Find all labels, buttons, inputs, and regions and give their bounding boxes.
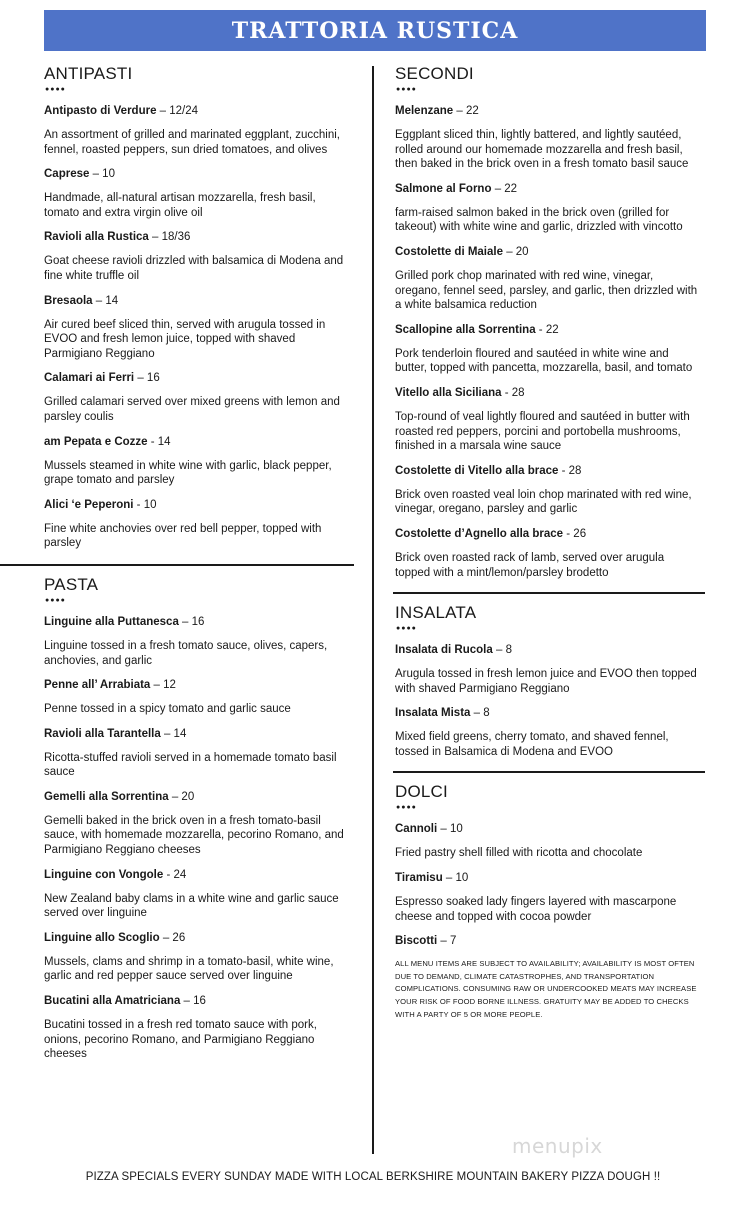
header-banner xyxy=(44,10,706,51)
item-name: Ravioli alla Rustica xyxy=(44,231,149,244)
item-heading xyxy=(395,245,699,260)
menu-section-secondi xyxy=(395,64,699,580)
item-price: - 28 xyxy=(558,464,582,477)
menu-item xyxy=(395,323,699,376)
menu-item xyxy=(395,706,699,759)
item-name: Calamari ai Ferri xyxy=(44,372,135,385)
menu-item xyxy=(395,871,699,924)
item-name: Caprese xyxy=(44,168,90,181)
menu-item xyxy=(395,822,699,861)
item-price: - 22 xyxy=(535,323,559,336)
item-description: Arugula tossed in fresh lemon juice and EVOO then topped with shaved Parmigiano Reggiano xyxy=(395,668,697,695)
item-heading xyxy=(395,527,699,542)
item-name: Tiramisu xyxy=(395,872,443,885)
item-price: – 7 xyxy=(437,935,457,948)
item-price: – 16 xyxy=(180,995,206,1008)
item-name: Costolette di Vitello alla brace xyxy=(395,464,559,477)
item-name: Cannoli xyxy=(395,823,438,836)
item-name: Linguine allo Scoglio xyxy=(44,931,160,944)
menu-item xyxy=(44,615,352,668)
item-price: – 8 xyxy=(492,644,512,657)
menu-item xyxy=(395,104,699,172)
item-name: Bucatini alla Amatriciana xyxy=(44,995,181,1008)
section-title: INSALATA xyxy=(395,603,477,623)
item-heading xyxy=(44,931,352,946)
section-divider xyxy=(393,592,705,594)
item-heading xyxy=(395,934,699,949)
watermark: menupix xyxy=(512,1134,603,1158)
item-description: Grilled calamari served over mixed greens with lemon and parsley coulis xyxy=(44,396,340,423)
item-price: – 10 xyxy=(89,168,115,181)
item-description: Gemelli baked in the brick oven in a fresh tomato-basil sauce, with homemade mozzarella, pecorino Romano, and Parmigiano Reggiano cheeses xyxy=(44,814,344,857)
menu-item xyxy=(395,245,699,313)
section-dots: ●●●● xyxy=(396,625,417,633)
item-name: Scallopine alla Sorrentina xyxy=(395,323,536,336)
item-description: Penne tossed in a spicy tomato and garlic sauce xyxy=(44,703,291,716)
section-dots: ●●●● xyxy=(45,86,66,93)
section-title: DOLCI xyxy=(395,782,448,802)
menu-item xyxy=(395,527,699,580)
menu-item xyxy=(44,931,352,984)
item-name: Costolette di Maiale xyxy=(395,245,503,258)
item-heading xyxy=(395,871,699,886)
item-price: – 26 xyxy=(159,931,186,944)
item-price: - 24 xyxy=(163,868,187,881)
item-name: Linguine alla Puttanesca xyxy=(44,615,179,628)
item-price: - 10 xyxy=(133,498,157,511)
section-title: SECONDI xyxy=(395,64,474,83)
item-heading xyxy=(44,868,352,883)
item-name: Linguine con Vongole xyxy=(44,868,164,881)
menu-item xyxy=(44,678,352,717)
menu-section-dolci xyxy=(395,771,699,1021)
item-heading xyxy=(44,994,352,1009)
item-heading xyxy=(44,230,352,245)
item-price: - 28 xyxy=(501,386,525,399)
item-description: Pork tenderloin floured and sautéed in white wine and butter, topped with pancetta, mozzarella, basil, and tomato xyxy=(395,347,693,375)
menu-item xyxy=(44,104,352,157)
menu-item xyxy=(395,643,699,696)
item-description: Grilled pork chop marinated with red wine, vinegar, oregano, fennel seed, parsley, and garlic, then drizzled with a white balsamica reduction xyxy=(395,269,698,312)
item-price: – 8 xyxy=(470,707,490,720)
item-name: am Pepata e Cozze xyxy=(44,435,148,448)
item-price: – 20 xyxy=(503,245,529,258)
item-price: - 26 xyxy=(563,527,587,540)
menu-section-pasta xyxy=(44,564,352,1062)
item-heading xyxy=(395,643,699,658)
menu-item xyxy=(395,386,699,454)
section-title: PASTA xyxy=(44,574,99,594)
item-name: Insalata Mista xyxy=(395,707,471,720)
item-description: Espresso soaked lady fingers layered with mascarpone cheese and topped with cocoa powder xyxy=(395,896,677,923)
menu-item xyxy=(44,294,352,362)
item-heading xyxy=(44,294,352,309)
pizza-specials-footer: PIZZA SPECIALS EVERY SUNDAY MADE WITH LOCAL BERKSHIRE MOUNTAIN BAKERY PIZZA DOUGH !! xyxy=(85,1171,661,1183)
item-heading xyxy=(395,104,699,119)
item-price: – 14 xyxy=(160,727,187,740)
item-price: – 22 xyxy=(491,182,518,195)
menu-item xyxy=(44,435,352,488)
menu-item xyxy=(395,464,699,517)
item-heading xyxy=(395,706,699,721)
item-name: Insalata di Rucola xyxy=(395,644,493,657)
item-description: Bucatini tossed in a fresh red tomato sauce with pork, onions, pecorino Romano, and Parmigiano Reggiano cheeses xyxy=(44,1019,317,1061)
menu-item xyxy=(44,868,352,921)
item-price: – 10 xyxy=(437,823,463,836)
menu-item xyxy=(44,498,352,551)
section-dots: ●●●● xyxy=(396,804,417,812)
section-dots: ●●●● xyxy=(45,596,66,604)
menu-item xyxy=(44,167,352,220)
item-heading xyxy=(44,104,352,119)
item-name: Alici ‘e Peperoni xyxy=(44,498,134,511)
item-heading xyxy=(395,323,699,338)
left-column xyxy=(44,64,352,1074)
section-divider xyxy=(393,771,705,773)
item-heading xyxy=(44,498,352,513)
item-name: Vitello alla Siciliana xyxy=(395,386,502,399)
menu-item xyxy=(44,994,352,1062)
item-price: – 20 xyxy=(168,790,195,803)
item-heading xyxy=(395,822,699,837)
item-heading xyxy=(44,435,352,450)
item-name: Penne all’ Arrabiata xyxy=(44,679,151,692)
item-description: Fried pastry shell filled with ricotta and chocolate xyxy=(395,847,643,860)
item-description: New Zealand baby clams in a white wine and garlic sauce served over linguine xyxy=(44,892,339,920)
item-description: Mussels, clams and shrimp in a tomato-basil, white wine, garlic and red pepper sauce served over linguine xyxy=(44,955,334,983)
section-divider xyxy=(0,564,354,566)
menu-item xyxy=(395,934,699,949)
item-price: - 14 xyxy=(147,435,171,448)
item-price: – 18/36 xyxy=(148,231,191,244)
item-heading xyxy=(395,464,699,479)
item-heading xyxy=(44,371,352,386)
item-heading xyxy=(44,678,352,693)
item-price: – 14 xyxy=(92,294,119,307)
item-price: – 10 xyxy=(442,872,469,885)
item-price: – 22 xyxy=(453,105,479,117)
item-heading xyxy=(395,182,699,197)
item-description: Goat cheese ravioli drizzled with balsamica di Modena and fine white truffle oil xyxy=(44,255,344,282)
section-dots: ●●●● xyxy=(396,86,417,93)
item-description: farm-raised salmon baked in the brick oven (grilled for takeout) with white wine and garlic, drizzled with vincotto xyxy=(395,206,683,234)
item-price: – 12/24 xyxy=(156,105,199,117)
menu-item xyxy=(44,727,352,780)
item-description: Ricotta-stuffed ravioli served in a homemade tomato basil sauce xyxy=(44,751,337,779)
item-description: Brick oven roasted rack of lamb, served over arugula topped with a mint/lemon/parsley brodetto xyxy=(395,551,665,579)
item-name: Costolette d’Agnello alla brace xyxy=(395,527,564,540)
restaurant-title: TRATTORIA RUSTICA xyxy=(231,17,519,44)
item-description: Eggplant sliced thin, lightly battered, and lightly sautéed, rolled around our homemade mozzarella and fresh basil, then baked in the brick oven in a fresh tomato basil sauce xyxy=(395,129,689,171)
item-description: Mussels steamed in white wine with garlic, black pepper, grape tomato and parsley xyxy=(44,459,332,487)
item-name: Antipasto di Verdure xyxy=(44,105,157,117)
item-description: Air cured beef sliced thin, served with arugula tossed in EVOO and fresh lemon juice, topped with shaved Parmigiano Reggiano xyxy=(44,318,326,360)
column-divider xyxy=(372,66,374,1154)
item-description: Linguine tossed in a fresh tomato sauce, olives, capers, anchovies, and garlic xyxy=(44,639,328,667)
item-description: Handmade, all-natural artisan mozzarella, fresh basil, tomato and extra virgin olive oil xyxy=(44,192,316,219)
item-heading xyxy=(395,386,699,401)
item-name: Gemelli alla Sorrentina xyxy=(44,790,169,803)
item-description: Top-round of veal lightly floured and sautéed in butter with roasted red peppers, porcini and portobella mushrooms, finished in a marsala wine sauce xyxy=(395,410,690,453)
menu-item xyxy=(44,790,352,858)
menu-item xyxy=(44,230,352,283)
item-name: Salmone al Forno xyxy=(395,182,492,195)
item-price: – 16 xyxy=(134,372,160,385)
menu-section-insalata xyxy=(395,592,699,759)
item-price: – 12 xyxy=(150,679,176,692)
menu-section-antipasti xyxy=(44,64,352,551)
item-heading xyxy=(44,167,352,182)
item-name: Melenzane xyxy=(395,105,454,117)
item-description: An assortment of grilled and marinated eggplant, zucchini, fennel, roasted peppers, sun dried tomatoes, and olives xyxy=(44,129,340,156)
disclaimer-text: ALL MENU ITEMS ARE SUBJECT TO AVAILABILITY; AVAILABILITY IS MOST OFTEN DUE TO DEMAND, CLIMATE CATASTROPHES, AND TRANSPORTATION COMPLICATIONS. CONSUMING RAW OR UNDERCOOKED MEATS MAY INCREASE YOUR RISK OF FOOD BORNE ILLNESS. GRATUITY MAY BE ADDED TO CHECKS WITH A PARTY OF 5 OR MORE PEOPLE. xyxy=(395,959,697,1019)
item-heading xyxy=(44,615,352,630)
menu-item xyxy=(44,371,352,424)
item-description: Mixed field greens, cherry tomato, and shaved fennel, tossed in Balsamica di Modena and EVOO xyxy=(395,731,669,758)
item-description: Fine white anchovies over red bell pepper, topped with parsley xyxy=(44,522,322,550)
menu-item xyxy=(395,182,699,235)
item-price: – 16 xyxy=(178,615,205,628)
section-title: ANTIPASTI xyxy=(44,64,133,83)
item-description: Brick oven roasted veal loin chop marinated with red wine, vinegar, oregano, parsley and garlic xyxy=(395,488,692,516)
item-name: Ravioli alla Tarantella xyxy=(44,727,161,740)
item-name: Biscotti xyxy=(395,935,438,948)
item-name: Bresaola xyxy=(44,294,93,307)
item-heading xyxy=(44,727,352,742)
item-heading xyxy=(44,790,352,805)
right-column xyxy=(395,64,699,1021)
